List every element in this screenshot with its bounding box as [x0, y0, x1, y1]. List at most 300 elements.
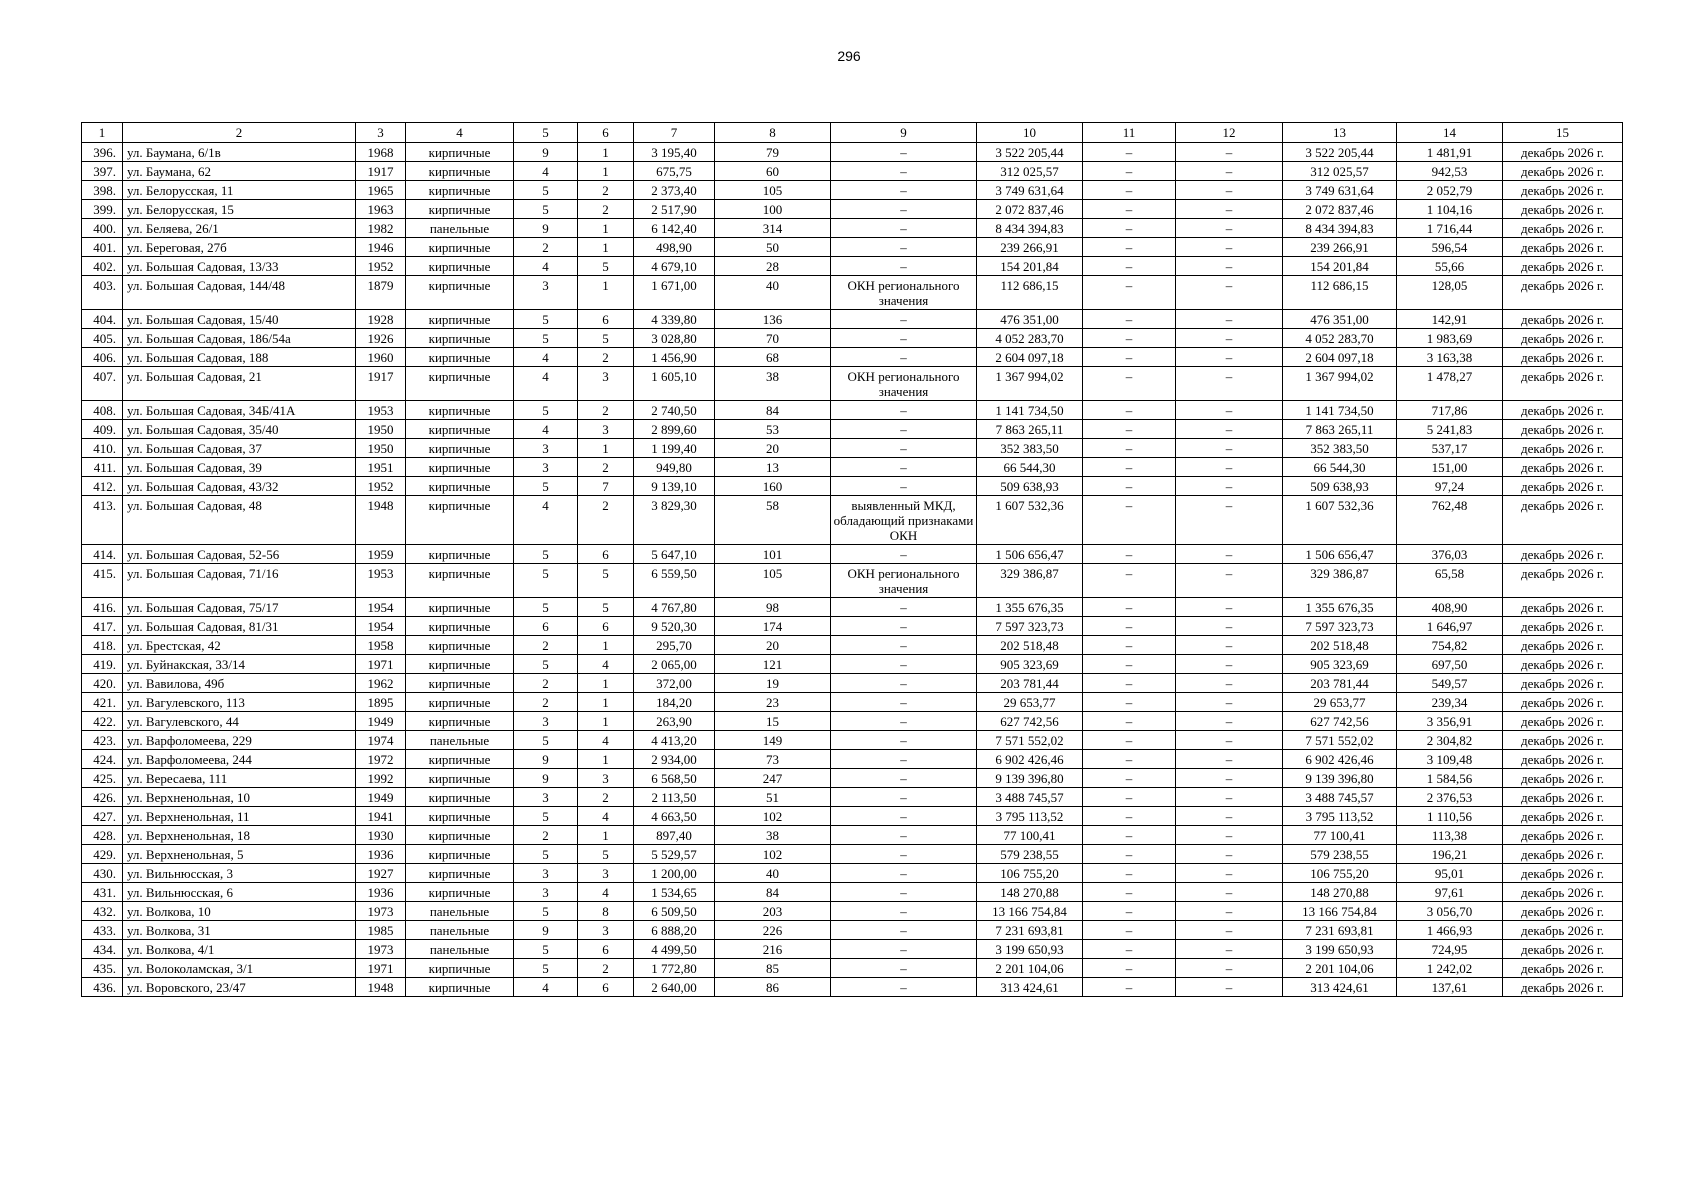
- table-row: [82, 845, 1623, 864]
- table-row: [82, 731, 1623, 750]
- col12-cell: –: [1176, 367, 1283, 401]
- column-header: 6: [578, 123, 634, 143]
- row-number: 403.: [82, 276, 123, 310]
- wall-material-cell: кирпичные: [406, 826, 514, 845]
- cost-total-cell: 2 072 837,46: [977, 200, 1083, 219]
- floors-cell: 5: [514, 181, 578, 200]
- col11-cell: –: [1083, 401, 1176, 420]
- entrances-cell: 1: [578, 826, 634, 845]
- col11-cell: –: [1083, 276, 1176, 310]
- col12-cell: –: [1176, 276, 1283, 310]
- row-number: 397.: [82, 162, 123, 181]
- wall-material-cell: кирпичные: [406, 143, 514, 162]
- cost-col13-cell: 66 544,30: [1283, 458, 1397, 477]
- cost-col13-cell: 9 139 396,80: [1283, 769, 1397, 788]
- cost-total-cell: 2 201 104,06: [977, 959, 1083, 978]
- cost-col13-cell: 509 638,93: [1283, 477, 1397, 496]
- deadline-cell: декабрь 2026 г.: [1503, 367, 1623, 401]
- cost-total-cell: 627 742,56: [977, 712, 1083, 731]
- deadline-cell: декабрь 2026 г.: [1503, 496, 1623, 545]
- row-number: 430.: [82, 864, 123, 883]
- wall-material-cell: кирпичные: [406, 883, 514, 902]
- entrances-cell: 5: [578, 329, 634, 348]
- floors-cell: 3: [514, 458, 578, 477]
- cost-total-cell: 3 795 113,52: [977, 807, 1083, 826]
- residents-cell: 15: [715, 712, 831, 731]
- residents-cell: 203: [715, 902, 831, 921]
- address-cell: ул. Большая Садовая, 21: [123, 367, 356, 401]
- col12-cell: –: [1176, 731, 1283, 750]
- area-cell: 6 568,50: [634, 769, 715, 788]
- floors-cell: 5: [514, 731, 578, 750]
- year-cell: 1950: [356, 420, 406, 439]
- floors-cell: 5: [514, 545, 578, 564]
- cost-per-sqm-cell: 724,95: [1397, 940, 1503, 959]
- cost-per-sqm-cell: 151,00: [1397, 458, 1503, 477]
- col12-cell: –: [1176, 143, 1283, 162]
- residents-cell: 160: [715, 477, 831, 496]
- cost-total-cell: 6 902 426,46: [977, 750, 1083, 769]
- row-number: 436.: [82, 978, 123, 997]
- residents-cell: 70: [715, 329, 831, 348]
- wall-material-cell: кирпичные: [406, 477, 514, 496]
- residents-cell: 53: [715, 420, 831, 439]
- area-cell: 1 456,90: [634, 348, 715, 367]
- table-row: [82, 367, 1623, 401]
- wall-material-cell: кирпичные: [406, 420, 514, 439]
- year-cell: 1917: [356, 367, 406, 401]
- address-cell: ул. Большая Садовая, 34Б/41А: [123, 401, 356, 420]
- wall-material-cell: кирпичные: [406, 959, 514, 978]
- year-cell: 1953: [356, 401, 406, 420]
- floors-cell: 4: [514, 257, 578, 276]
- row-number: 422.: [82, 712, 123, 731]
- cost-total-cell: 154 201,84: [977, 257, 1083, 276]
- col12-cell: –: [1176, 978, 1283, 997]
- cost-per-sqm-cell: 55,66: [1397, 257, 1503, 276]
- table-row: [82, 826, 1623, 845]
- residents-cell: 38: [715, 367, 831, 401]
- floors-cell: 5: [514, 959, 578, 978]
- address-cell: ул. Волкова, 4/1: [123, 940, 356, 959]
- cost-total-cell: 3 522 205,44: [977, 143, 1083, 162]
- heritage-status-cell: –: [831, 477, 977, 496]
- heritage-status-cell: –: [831, 257, 977, 276]
- table-row: [82, 674, 1623, 693]
- address-cell: ул. Вагулевского, 44: [123, 712, 356, 731]
- entrances-cell: 2: [578, 181, 634, 200]
- heritage-status-cell: –: [831, 329, 977, 348]
- cost-per-sqm-cell: 196,21: [1397, 845, 1503, 864]
- deadline-cell: декабрь 2026 г.: [1503, 807, 1623, 826]
- floors-cell: 9: [514, 921, 578, 940]
- address-cell: ул. Баумана, 6/1в: [123, 143, 356, 162]
- year-cell: 1972: [356, 750, 406, 769]
- cost-per-sqm-cell: 142,91: [1397, 310, 1503, 329]
- table-row: [82, 401, 1623, 420]
- cost-per-sqm-cell: 113,38: [1397, 826, 1503, 845]
- col12-cell: –: [1176, 674, 1283, 693]
- wall-material-cell: кирпичные: [406, 200, 514, 219]
- row-number: 427.: [82, 807, 123, 826]
- row-number: 409.: [82, 420, 123, 439]
- entrances-cell: 4: [578, 655, 634, 674]
- area-cell: 5 529,57: [634, 845, 715, 864]
- address-cell: ул. Беляева, 26/1: [123, 219, 356, 238]
- col12-cell: –: [1176, 564, 1283, 598]
- cost-per-sqm-cell: 1 646,97: [1397, 617, 1503, 636]
- column-header: 11: [1083, 123, 1176, 143]
- address-cell: ул. Вильнюсская, 3: [123, 864, 356, 883]
- col12-cell: –: [1176, 655, 1283, 674]
- entrances-cell: 2: [578, 200, 634, 219]
- heritage-status-cell: –: [831, 750, 977, 769]
- cost-per-sqm-cell: 1 242,02: [1397, 959, 1503, 978]
- col11-cell: –: [1083, 864, 1176, 883]
- cost-per-sqm-cell: 239,34: [1397, 693, 1503, 712]
- area-cell: 6 509,50: [634, 902, 715, 921]
- header-row: [82, 123, 1623, 143]
- floors-cell: 2: [514, 826, 578, 845]
- cost-col13-cell: 8 434 394,83: [1283, 219, 1397, 238]
- wall-material-cell: кирпичные: [406, 636, 514, 655]
- col11-cell: –: [1083, 257, 1176, 276]
- deadline-cell: декабрь 2026 г.: [1503, 902, 1623, 921]
- column-header: 12: [1176, 123, 1283, 143]
- deadline-cell: декабрь 2026 г.: [1503, 978, 1623, 997]
- cost-col13-cell: 13 166 754,84: [1283, 902, 1397, 921]
- cost-col13-cell: 6 902 426,46: [1283, 750, 1397, 769]
- entrances-cell: 2: [578, 348, 634, 367]
- residents-cell: 102: [715, 807, 831, 826]
- year-cell: 1948: [356, 496, 406, 545]
- address-cell: ул. Верхненольная, 18: [123, 826, 356, 845]
- housing-registry-table: [81, 122, 1623, 997]
- col12-cell: –: [1176, 826, 1283, 845]
- heritage-status-cell: выявленный МКД, обладающий признаками ОКН: [831, 496, 977, 545]
- area-cell: 1 534,65: [634, 883, 715, 902]
- cost-total-cell: 77 100,41: [977, 826, 1083, 845]
- row-number: 411.: [82, 458, 123, 477]
- entrances-cell: 1: [578, 238, 634, 257]
- col11-cell: –: [1083, 219, 1176, 238]
- table-row: [82, 219, 1623, 238]
- col12-cell: –: [1176, 329, 1283, 348]
- row-number: 414.: [82, 545, 123, 564]
- cost-per-sqm-cell: 549,57: [1397, 674, 1503, 693]
- wall-material-cell: кирпичные: [406, 545, 514, 564]
- col12-cell: –: [1176, 883, 1283, 902]
- floors-cell: 5: [514, 401, 578, 420]
- deadline-cell: декабрь 2026 г.: [1503, 750, 1623, 769]
- deadline-cell: декабрь 2026 г.: [1503, 617, 1623, 636]
- cost-per-sqm-cell: 1 584,56: [1397, 769, 1503, 788]
- entrances-cell: 3: [578, 769, 634, 788]
- entrances-cell: 1: [578, 219, 634, 238]
- deadline-cell: декабрь 2026 г.: [1503, 959, 1623, 978]
- area-cell: 6 142,40: [634, 219, 715, 238]
- area-cell: 3 028,80: [634, 329, 715, 348]
- heritage-status-cell: –: [831, 788, 977, 807]
- year-cell: 1948: [356, 978, 406, 997]
- heritage-status-cell: –: [831, 674, 977, 693]
- residents-cell: 58: [715, 496, 831, 545]
- cost-col13-cell: 313 424,61: [1283, 978, 1397, 997]
- col12-cell: –: [1176, 200, 1283, 219]
- residents-cell: 314: [715, 219, 831, 238]
- row-number: 405.: [82, 329, 123, 348]
- col12-cell: –: [1176, 439, 1283, 458]
- floors-cell: 2: [514, 693, 578, 712]
- floors-cell: 6: [514, 617, 578, 636]
- table-row: [82, 712, 1623, 731]
- cost-total-cell: 8 434 394,83: [977, 219, 1083, 238]
- row-number: 413.: [82, 496, 123, 545]
- cost-per-sqm-cell: 1 478,27: [1397, 367, 1503, 401]
- deadline-cell: декабрь 2026 г.: [1503, 636, 1623, 655]
- cost-per-sqm-cell: 95,01: [1397, 864, 1503, 883]
- deadline-cell: декабрь 2026 г.: [1503, 826, 1623, 845]
- cost-col13-cell: 77 100,41: [1283, 826, 1397, 845]
- row-number: 420.: [82, 674, 123, 693]
- deadline-cell: декабрь 2026 г.: [1503, 257, 1623, 276]
- entrances-cell: 2: [578, 496, 634, 545]
- cost-col13-cell: 112 686,15: [1283, 276, 1397, 310]
- wall-material-cell: кирпичные: [406, 845, 514, 864]
- area-cell: 3 195,40: [634, 143, 715, 162]
- table-row: [82, 769, 1623, 788]
- floors-cell: 9: [514, 750, 578, 769]
- cost-total-cell: 1 506 656,47: [977, 545, 1083, 564]
- cost-total-cell: 7 597 323,73: [977, 617, 1083, 636]
- cost-col13-cell: 3 749 631,64: [1283, 181, 1397, 200]
- page-number: 296: [837, 48, 861, 64]
- row-number: 423.: [82, 731, 123, 750]
- wall-material-cell: кирпичные: [406, 401, 514, 420]
- col11-cell: –: [1083, 655, 1176, 674]
- cost-total-cell: 1 607 532,36: [977, 496, 1083, 545]
- address-cell: ул. Белорусская, 11: [123, 181, 356, 200]
- table-row: [82, 329, 1623, 348]
- table-row: [82, 143, 1623, 162]
- cost-total-cell: 239 266,91: [977, 238, 1083, 257]
- residents-cell: 84: [715, 883, 831, 902]
- column-header: 9: [831, 123, 977, 143]
- area-cell: 2 065,00: [634, 655, 715, 674]
- wall-material-cell: панельные: [406, 940, 514, 959]
- deadline-cell: декабрь 2026 г.: [1503, 564, 1623, 598]
- col11-cell: –: [1083, 712, 1176, 731]
- col12-cell: –: [1176, 401, 1283, 420]
- deadline-cell: декабрь 2026 г.: [1503, 864, 1623, 883]
- deadline-cell: декабрь 2026 г.: [1503, 329, 1623, 348]
- heritage-status-cell: –: [831, 162, 977, 181]
- cost-col13-cell: 1 506 656,47: [1283, 545, 1397, 564]
- entrances-cell: 4: [578, 731, 634, 750]
- floors-cell: 5: [514, 200, 578, 219]
- col11-cell: –: [1083, 959, 1176, 978]
- floors-cell: 5: [514, 655, 578, 674]
- column-header: 14: [1397, 123, 1503, 143]
- cost-per-sqm-cell: 2 304,82: [1397, 731, 1503, 750]
- deadline-cell: декабрь 2026 г.: [1503, 845, 1623, 864]
- entrances-cell: 1: [578, 712, 634, 731]
- cost-per-sqm-cell: 3 056,70: [1397, 902, 1503, 921]
- deadline-cell: декабрь 2026 г.: [1503, 674, 1623, 693]
- residents-cell: 121: [715, 655, 831, 674]
- address-cell: ул. Большая Садовая, 48: [123, 496, 356, 545]
- cost-col13-cell: 1 141 734,50: [1283, 401, 1397, 420]
- cost-total-cell: 313 424,61: [977, 978, 1083, 997]
- cost-col13-cell: 2 201 104,06: [1283, 959, 1397, 978]
- deadline-cell: декабрь 2026 г.: [1503, 238, 1623, 257]
- year-cell: 1917: [356, 162, 406, 181]
- area-cell: 2 113,50: [634, 788, 715, 807]
- deadline-cell: декабрь 2026 г.: [1503, 712, 1623, 731]
- year-cell: 1958: [356, 636, 406, 655]
- table-row: [82, 310, 1623, 329]
- entrances-cell: 7: [578, 477, 634, 496]
- floors-cell: 3: [514, 712, 578, 731]
- cost-col13-cell: 2 072 837,46: [1283, 200, 1397, 219]
- heritage-status-cell: –: [831, 238, 977, 257]
- heritage-status-cell: –: [831, 940, 977, 959]
- year-cell: 1949: [356, 788, 406, 807]
- col11-cell: –: [1083, 310, 1176, 329]
- cost-col13-cell: 4 052 283,70: [1283, 329, 1397, 348]
- col11-cell: –: [1083, 731, 1176, 750]
- floors-cell: 5: [514, 902, 578, 921]
- residents-cell: 28: [715, 257, 831, 276]
- deadline-cell: декабрь 2026 г.: [1503, 181, 1623, 200]
- cost-per-sqm-cell: 754,82: [1397, 636, 1503, 655]
- col11-cell: –: [1083, 750, 1176, 769]
- table-row: [82, 181, 1623, 200]
- year-cell: 1950: [356, 439, 406, 458]
- address-cell: ул. Брестская, 42: [123, 636, 356, 655]
- cost-total-cell: 202 518,48: [977, 636, 1083, 655]
- wall-material-cell: панельные: [406, 902, 514, 921]
- year-cell: 1959: [356, 545, 406, 564]
- cost-total-cell: 9 139 396,80: [977, 769, 1083, 788]
- deadline-cell: декабрь 2026 г.: [1503, 921, 1623, 940]
- cost-per-sqm-cell: 596,54: [1397, 238, 1503, 257]
- area-cell: 372,00: [634, 674, 715, 693]
- col12-cell: –: [1176, 902, 1283, 921]
- floors-cell: 2: [514, 238, 578, 257]
- deadline-cell: декабрь 2026 г.: [1503, 401, 1623, 420]
- area-cell: 498,90: [634, 238, 715, 257]
- table-row: [82, 940, 1623, 959]
- row-number: 396.: [82, 143, 123, 162]
- row-number: 432.: [82, 902, 123, 921]
- cost-col13-cell: 154 201,84: [1283, 257, 1397, 276]
- area-cell: 5 647,10: [634, 545, 715, 564]
- address-cell: ул. Буйнакская, 33/14: [123, 655, 356, 674]
- deadline-cell: декабрь 2026 г.: [1503, 545, 1623, 564]
- year-cell: 1962: [356, 674, 406, 693]
- year-cell: 1879: [356, 276, 406, 310]
- address-cell: ул. Большая Садовая, 39: [123, 458, 356, 477]
- cost-total-cell: 312 025,57: [977, 162, 1083, 181]
- cost-per-sqm-cell: 1 983,69: [1397, 329, 1503, 348]
- residents-cell: 79: [715, 143, 831, 162]
- residents-cell: 60: [715, 162, 831, 181]
- floors-cell: 5: [514, 310, 578, 329]
- col12-cell: –: [1176, 477, 1283, 496]
- cost-col13-cell: 2 604 097,18: [1283, 348, 1397, 367]
- address-cell: ул. Белорусская, 15: [123, 200, 356, 219]
- residents-cell: 105: [715, 564, 831, 598]
- entrances-cell: 6: [578, 940, 634, 959]
- table-row: [82, 788, 1623, 807]
- deadline-cell: декабрь 2026 г.: [1503, 143, 1623, 162]
- year-cell: 1974: [356, 731, 406, 750]
- wall-material-cell: панельные: [406, 219, 514, 238]
- address-cell: ул. Верхненольная, 11: [123, 807, 356, 826]
- address-cell: ул. Волкова, 10: [123, 902, 356, 921]
- cost-col13-cell: 106 755,20: [1283, 864, 1397, 883]
- area-cell: 3 829,30: [634, 496, 715, 545]
- wall-material-cell: кирпичные: [406, 750, 514, 769]
- floors-cell: 2: [514, 674, 578, 693]
- col12-cell: –: [1176, 348, 1283, 367]
- cost-total-cell: 3 749 631,64: [977, 181, 1083, 200]
- residents-cell: 98: [715, 598, 831, 617]
- deadline-cell: декабрь 2026 г.: [1503, 940, 1623, 959]
- col12-cell: –: [1176, 693, 1283, 712]
- area-cell: 6 559,50: [634, 564, 715, 598]
- table-row: [82, 348, 1623, 367]
- cost-col13-cell: 312 025,57: [1283, 162, 1397, 181]
- year-cell: 1992: [356, 769, 406, 788]
- column-header: 1: [82, 123, 123, 143]
- col11-cell: –: [1083, 921, 1176, 940]
- cost-col13-cell: 203 781,44: [1283, 674, 1397, 693]
- col11-cell: –: [1083, 545, 1176, 564]
- wall-material-cell: кирпичные: [406, 788, 514, 807]
- row-number: 402.: [82, 257, 123, 276]
- table-row: [82, 921, 1623, 940]
- entrances-cell: 1: [578, 693, 634, 712]
- heritage-status-cell: –: [831, 693, 977, 712]
- floors-cell: 5: [514, 477, 578, 496]
- year-cell: 1971: [356, 655, 406, 674]
- area-cell: 4 339,80: [634, 310, 715, 329]
- heritage-status-cell: –: [831, 200, 977, 219]
- deadline-cell: декабрь 2026 г.: [1503, 477, 1623, 496]
- floors-cell: 9: [514, 143, 578, 162]
- cost-total-cell: 352 383,50: [977, 439, 1083, 458]
- col11-cell: –: [1083, 420, 1176, 439]
- col12-cell: –: [1176, 750, 1283, 769]
- area-cell: 1 199,40: [634, 439, 715, 458]
- table-row: [82, 655, 1623, 674]
- col12-cell: –: [1176, 788, 1283, 807]
- area-cell: 897,40: [634, 826, 715, 845]
- area-cell: 4 663,50: [634, 807, 715, 826]
- entrances-cell: 2: [578, 959, 634, 978]
- entrances-cell: 6: [578, 545, 634, 564]
- cost-per-sqm-cell: 717,86: [1397, 401, 1503, 420]
- floors-cell: 2: [514, 636, 578, 655]
- cost-total-cell: 7 571 552,02: [977, 731, 1083, 750]
- wall-material-cell: кирпичные: [406, 257, 514, 276]
- row-number: 415.: [82, 564, 123, 598]
- entrances-cell: 6: [578, 617, 634, 636]
- col12-cell: –: [1176, 238, 1283, 257]
- row-number: 425.: [82, 769, 123, 788]
